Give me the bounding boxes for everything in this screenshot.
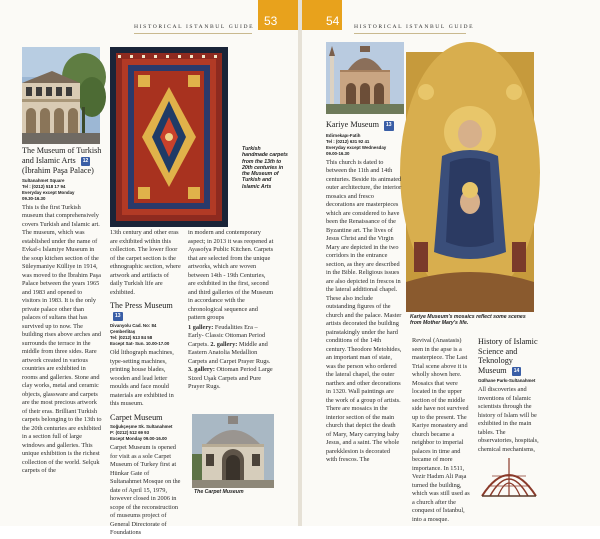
kariye-exterior-photo [326,42,404,114]
header-rule-right [354,33,466,34]
islamic-arts-subtitle: (İbrahim Paşa Palace) [22,166,94,175]
press-museum-info [110,323,182,347]
gallery-text: Feudalities Era – Early- Classic Ottoman Period Carpets. [188,323,266,348]
carpet-museum-text-continued: in modern and contemporary aspect; in 2013 it was reopened at Ayasofya Public Kitchen. Carpets that are selected from the unique artworks, which are woven between 14th - 19th Centuries, are exhibited in the first, second and third galleries of the Museum in accordance with the chronological sequence and pattern groups [188,229,274,321]
info-line: Tel : (0212) 518 17 94 [22,183,66,189]
kariye-title: Kariye Museum [326,120,379,129]
info-line: Tel : (0212) 631 92 41 [326,138,370,144]
science-title: History of Islamic Science and Teknology Museum [478,337,538,375]
islamic-arts-text-continued: 13th century and other eras are exhibited within this collection. The lower floor of the carpet section is the ethnographic section, where artwork and artifacts of daily Turkish life are exhibited. [110,229,181,296]
carpet-photo [110,47,228,227]
gallery-label: 2. gallery: [210,340,238,348]
gallery-text: Ottoman Period Large Sized Uşak Carpets and Pure Prayer Rugs. [188,366,273,390]
carpet-museum-caption: The Carpet Museum [194,489,244,495]
kariye-info [326,133,402,157]
map-badge-12: 12 [81,157,91,167]
carpet-museum-galleries [188,324,274,392]
page-left [0,0,298,536]
islamic-arts-text: This is the first Turkish museum that comprehensively covers Turkish and Islamic art. The museum, which was established under the name of Evkaf-ı İslamiye Museum in the soup kitchen section of the Süleymaniye Külliye in 1914, was moved to the İbrahim Paşa Palace between the years 1965 and 1983 and opened to visitors in 1983. It is the only private palace other than palaces of sultans that has survived up to now. The building rises above arches and surrounds the terrace in the middle from three sides. Rare artwork created in various countries are exhibited in rooms and galleries. Stone and clay works, metal and ceramic objects, glassware and carpets are the most precious artwork of their eras. Brilliant Turkish carpets belonging to the 13th to the 20th centuries are exhibited in a section full of large windows and galleries. This unique exhibition is the richest collection of the world. Selçuk carpets of the [22,203,102,474]
islamic-arts-title: The Museum of Turkish and Islamic Arts [22,146,102,165]
kariye-text-continued: Revival (Anastasis) seen in the apse is a masterpiece. The Last Trial scene above it is wholly shown here. Mosaics that were located in the upper section of the middle side have not survived up to the present. The Kariye monastery and church became a neighbor to imperial palaces in time and became of more importance. In 1511, Vezir Hadım Ali Paşa turned the building, which was still used as a church after the conquest of İstanbul, into a mosque. [412,337,470,523]
info-line: Everyday except Monday [22,189,75,195]
map-badge-13: 13 [384,121,394,131]
palace-photo [22,47,100,144]
carpet-museum-photo [192,414,274,488]
press-museum-text: Old lithograph machines, type-setting machines, printing house blades, wooden and lead letter moulds and face mould materials are exhibited in this museum. [110,349,174,407]
entry-title-islamic-arts [22,146,102,166]
islamic-arts-info [22,178,102,202]
entry-title-press-museum [110,301,182,321]
column-kariye [326,120,402,466]
info-line: Gülhane Parkı-Sultanahmet [478,378,536,383]
science-museum-photo [478,452,540,498]
info-line: Sultanahmet Square [22,177,65,183]
info-line: Except Monday 09.00-16.00 [110,436,167,441]
press-museum-title: The Press Museum [110,301,173,310]
map-badge-13: 13 [113,312,123,322]
header-rule-left [134,33,252,34]
carpet-museum-text: Carpet Museum is opened for visit as a sole Carpet Museum of Turkey first at Hünkar Gate of Sultanahmet Mosque on the date of April 15, 1979, however closed in 2006 in scope of the reconstruction of museums project of General Directorate of Foundations [110,444,181,536]
column-kariye-continued [412,337,474,525]
gallery-label: 3. gallery: [188,366,215,373]
kariye-mosaic-caption: Kariye Museum's mosaics reflect some scenes from Mother Mary's life. [410,314,526,327]
info-line: 09.00-16.30 [326,150,350,156]
entry-title-kariye [326,120,402,131]
carpet-museum-title: Carpet Museum [110,412,163,422]
carpet-photo-caption: Turkish handmade carpets from the 13th to 20th centuries in the Museum of Turkish and Islamic Arts [242,146,288,190]
gallery-label: 1 gallery: [188,323,214,331]
running-title-right: HISTORICAL ISTANBUL GUIDE [354,24,475,30]
page-number-left: 53 [264,14,278,28]
column-press-museum [110,229,182,539]
info-line: P: (0212) 512 69 93 [110,430,150,435]
kariye-mosaic-photo [406,52,534,312]
info-line: Except Sat- Sun. 10.00-17.00 [110,341,170,346]
science-info [478,378,540,384]
column-carpet-museum [188,229,274,393]
info-line: Divanyolu Cad. No: 84 Çemberlitaş [110,323,157,334]
kariye-text: This church is dated to between the 11th and 14th centuries. Beside its animated outer architecture, the interior mosaics and fresco decorations are masterpieces which are considered to have been the Renaissance of the Byzantine art. The lives of Jesus Christ and the Virgin Mary are depicted in the two corridors in the entrance section, as they are described in the Bible. Religious issues are also depicted in frescos in the lateral additional chapel. These also include outstanding figures of the church and the palace. Master artists decorated the building painstakingly under the hard conditions of the 14th century. Theodore Metohides, an important man of state, was the person who ordered the lateral chapel, the outer narthex and other decorations in 1320. Wall paintings are the work of a group of artists. There are mosaics in the interior section of the main church that depict the death of Mary, Mary carrying baby Jesus, and a saint. The whole parekklesion is decorated with frescos. The [326,158,402,463]
entry-title-science [478,337,540,376]
info-line: Soğukçeşme Sk. Sultanahmet [110,424,173,429]
column-islamic-arts [22,146,102,477]
info-line: Edirnekapı-Fatih [326,132,361,138]
page-number-right: 54 [326,14,340,28]
science-text: All discoveries and inventions of Islamic scientists through the history of Islam will be exhibited in the main tables. The observatories, hospitals, chemical mechanisms, [478,386,539,453]
running-title-left: HISTORICAL ISTANBUL GUIDE [134,24,255,30]
info-line: 09.30-16.30 [22,195,46,201]
info-line: Tel: (0212) 513 84 58 [110,335,153,340]
map-badge-14: 14 [512,367,522,377]
info-line: Everyday except Wednesday [326,144,387,150]
gallery-text: Middle and Eastern Anatolia Medallion Carpets and Carpet Prayer Rugs. [188,340,271,365]
carpet-museum-info [110,424,182,442]
